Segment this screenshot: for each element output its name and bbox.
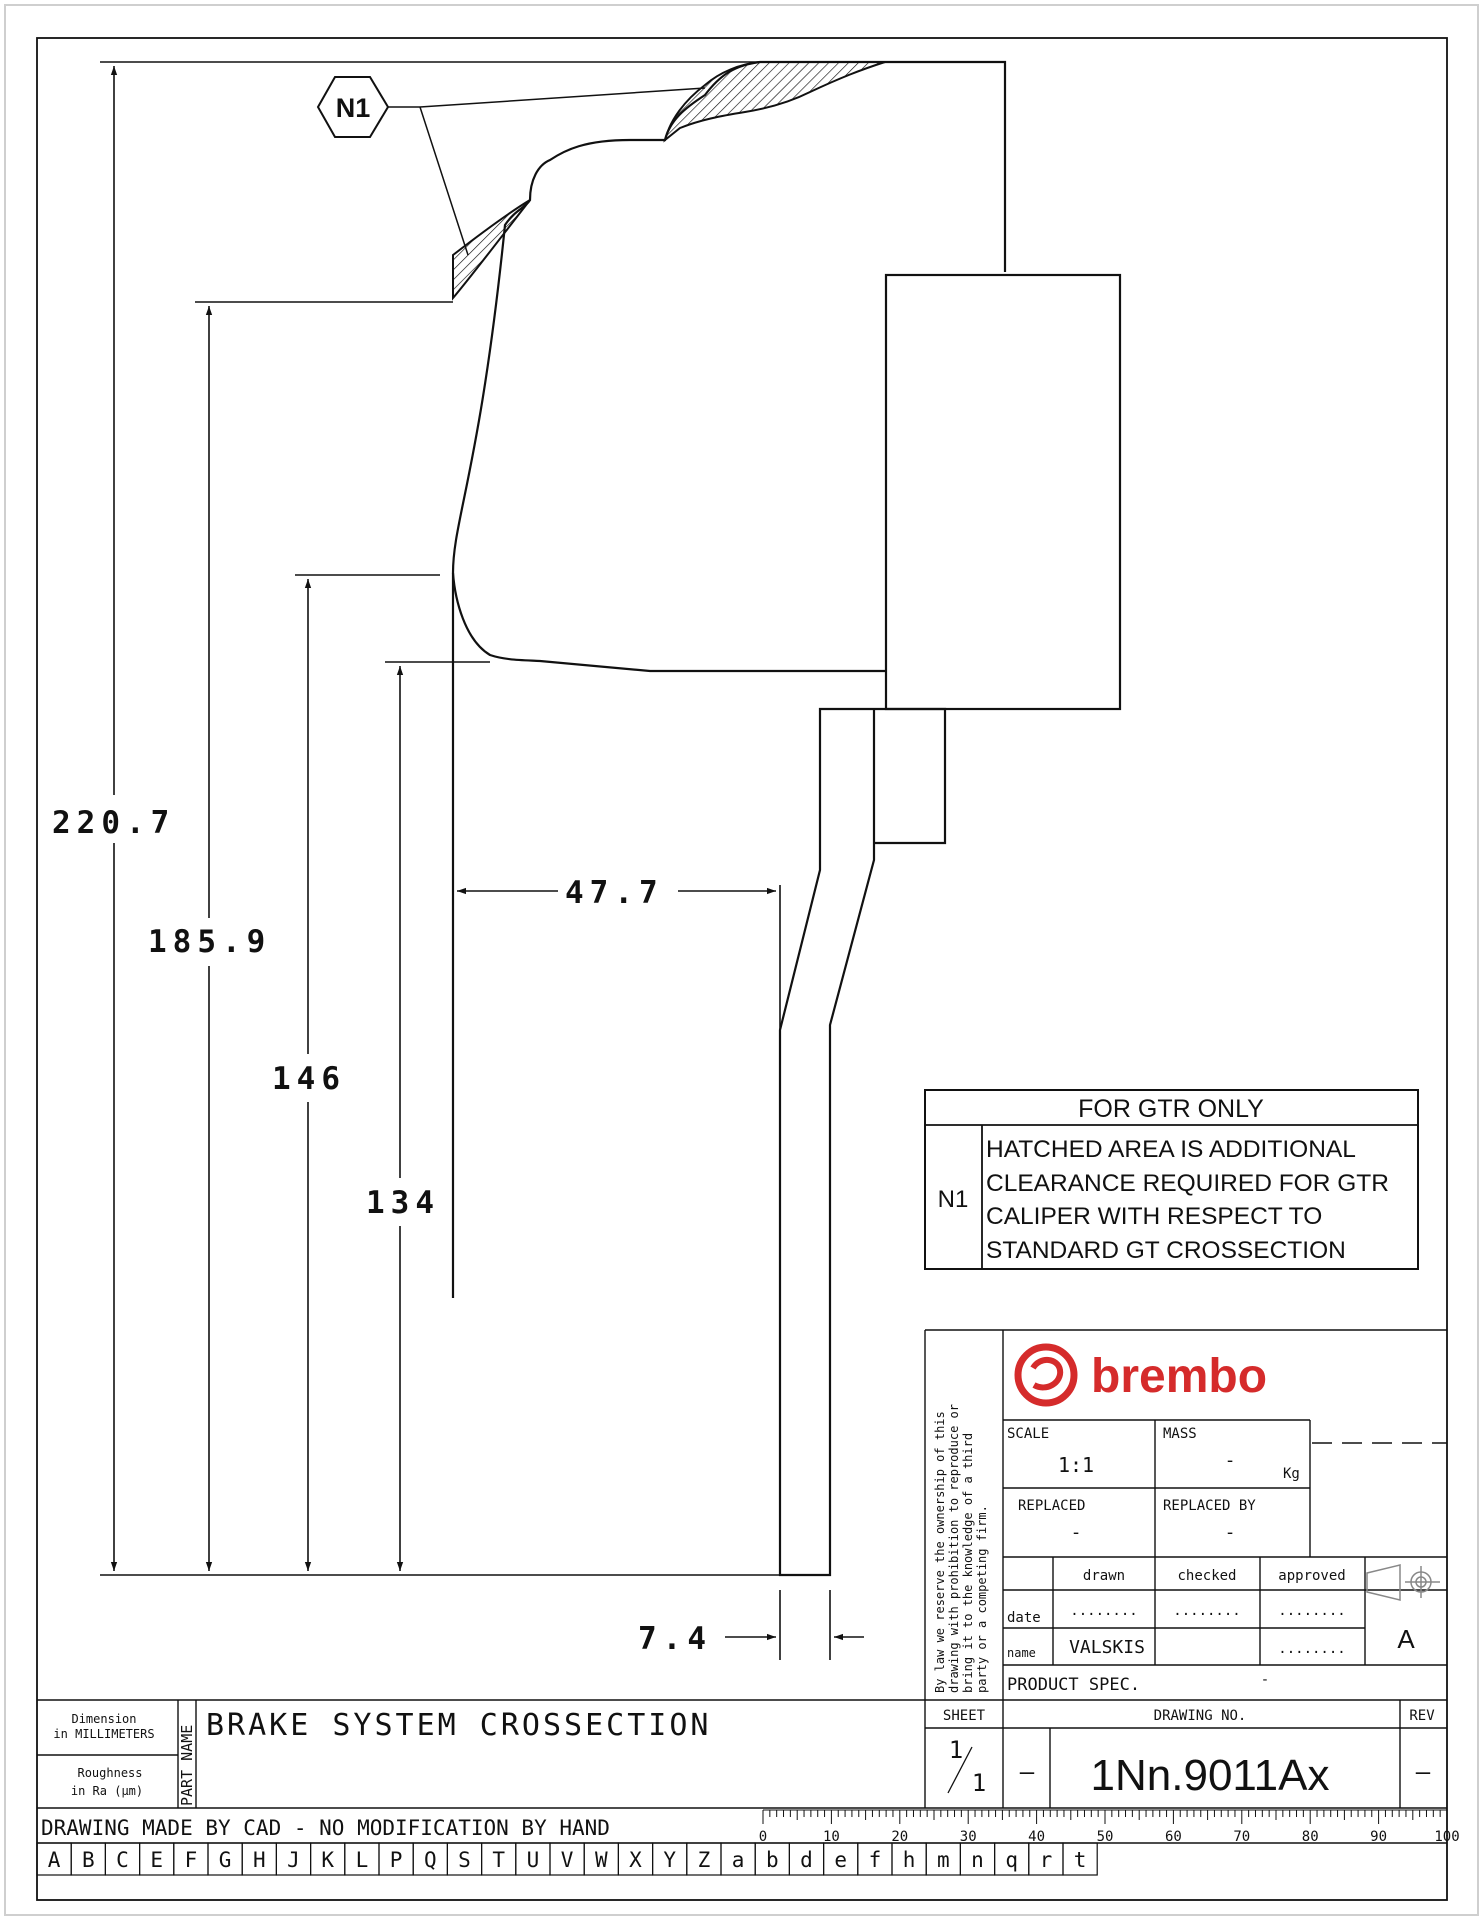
brand-name: brembo [1091, 1350, 1268, 1403]
mass-label: MASS [1163, 1426, 1197, 1442]
grid-letter: A [47, 1848, 61, 1872]
grid-letter: C [116, 1848, 129, 1872]
name-label: name [1007, 1646, 1036, 1660]
ruler-label: 100 [1434, 1829, 1460, 1845]
scale-value: 1:1 [1057, 1453, 1095, 1477]
cross-section-profile [453, 62, 1120, 1575]
drawing-no-label: DRAWING NO. [1153, 1708, 1247, 1724]
rev-value: — [1415, 1758, 1431, 1786]
sheet-label: SHEET [942, 1708, 986, 1724]
ruler-label: 70 [1233, 1829, 1251, 1845]
ruler-label: 10 [822, 1829, 840, 1845]
drawing-frame [37, 38, 1447, 1900]
dimension-texts [50, 795, 712, 1657]
date-approved-dots: ........ [1278, 1603, 1346, 1619]
ruler-label: 30 [959, 1829, 977, 1845]
note-line-2: CLEARANCE REQUIRED FOR GTR [986, 1170, 1389, 1197]
date-label: date [1007, 1610, 1041, 1626]
revision-letter: A [1397, 1624, 1415, 1654]
date-checked-dots: ........ [1173, 1603, 1241, 1619]
drawn-label: drawn [1082, 1568, 1126, 1584]
grid-letter: a [731, 1848, 745, 1872]
grid-letter: f [868, 1848, 882, 1872]
dimension-134: 134 [366, 1185, 440, 1221]
approved-label: approved [1278, 1568, 1346, 1584]
grid-letters [37, 1843, 1097, 1875]
grid-letter: J [287, 1848, 300, 1872]
hatched-clearance-top [665, 62, 885, 140]
ruler-label: 40 [1028, 1829, 1046, 1845]
grid-letter: e [834, 1848, 848, 1872]
drawing-number: 1Nn.9011Ax [1090, 1751, 1330, 1800]
dimension-185-9: 185.9 [148, 924, 272, 960]
legal-line-4: party or a competing firm. [975, 1505, 989, 1693]
dimension-47-7: 47.7 [565, 875, 664, 911]
product-spec-label: PRODUCT SPEC. [1007, 1675, 1141, 1695]
brembo-logo [1018, 1347, 1267, 1403]
sheet-total: 1 [971, 1769, 987, 1797]
note-table [925, 1090, 1418, 1269]
replaced-label: REPLACED [1018, 1498, 1086, 1514]
hat-step-upper [874, 709, 945, 843]
dimension-label-1: Dimension [71, 1712, 137, 1726]
dimension-label-2: in MILLIMETERS [53, 1727, 155, 1741]
note-table-key: N1 [937, 1186, 969, 1213]
note-line-4: STANDARD GT CROSSECTION [986, 1237, 1346, 1264]
grid-letter: m [936, 1848, 950, 1872]
drawing-no-dash: — [1019, 1758, 1035, 1786]
grid-letter: Z [697, 1848, 711, 1872]
ruler-label: 80 [1301, 1829, 1319, 1845]
cad-note: DRAWING MADE BY CAD - NO MODIFICATION BY HAND [41, 1816, 610, 1840]
ruler-label: 0 [758, 1829, 768, 1845]
grid-letter: U [526, 1848, 540, 1872]
dimension-7-4: 7.4 [638, 1621, 712, 1657]
inner-wall-curve [453, 573, 886, 671]
replaced-by-value: - [1224, 1522, 1236, 1543]
rev-label: REV [1409, 1708, 1435, 1724]
grid-letter: Y [663, 1848, 677, 1872]
scale-ruler [759, 1810, 1460, 1845]
grid-letter: n [971, 1848, 984, 1872]
note-tag-label: N1 [335, 93, 371, 123]
dimension-220-7: 220.7 [52, 805, 176, 841]
ruler-label: 50 [1096, 1829, 1114, 1845]
legal-line-1: By law we reserve the ownership of this [933, 1411, 947, 1693]
grid-letter: G [218, 1848, 232, 1872]
grid-letter: r [1039, 1848, 1053, 1872]
note-table-header: FOR GTR ONLY [1078, 1095, 1264, 1123]
grid-letter: X [629, 1848, 642, 1872]
grid-letter: t [1073, 1848, 1087, 1872]
grid-letter: Q [423, 1848, 437, 1872]
replaced-value: - [1070, 1522, 1082, 1543]
grid-letter: K [321, 1848, 335, 1872]
date-drawn-dots: ........ [1070, 1603, 1138, 1619]
grid-letter: E [150, 1848, 164, 1872]
grid-letter: W [594, 1848, 608, 1872]
dimension-146: 146 [272, 1061, 346, 1097]
approved-name-dots: ........ [1278, 1641, 1346, 1657]
roughness-label-1: Roughness [77, 1766, 143, 1780]
grid-letter: b [765, 1848, 779, 1872]
legal-line-3: bring it to the knowledge of a third [961, 1432, 975, 1693]
part-name: BRAKE SYSTEM CROSSECTION [206, 1708, 712, 1743]
checked-label: checked [1177, 1568, 1237, 1584]
grid-letter: H [252, 1848, 266, 1872]
grid-letter: T [492, 1848, 506, 1872]
grid-letter: V [560, 1848, 574, 1872]
legal-notice [933, 1404, 989, 1693]
grid-letter: P [389, 1848, 403, 1872]
grid-letter: d [800, 1848, 813, 1872]
grid-letter: h [902, 1848, 916, 1872]
grid-letter: F [184, 1848, 198, 1872]
mass-unit: Kg [1283, 1466, 1300, 1482]
legal-line-2: drawing with prohibition to reproduce or [947, 1404, 961, 1693]
caliper-envelope-outline [453, 62, 1005, 1298]
note-line-1: HATCHED AREA IS ADDITIONAL [986, 1136, 1356, 1163]
replaced-by-label: REPLACED BY [1163, 1498, 1256, 1514]
hat-profile-outer [780, 709, 886, 1575]
ruler-label: 60 [1164, 1829, 1182, 1845]
projection-symbol-icon [1367, 1565, 1440, 1600]
note-tag-n1 [318, 77, 705, 255]
dimension-lines [100, 62, 1005, 1660]
ruler-label: 20 [891, 1829, 909, 1845]
grid-letter: B [81, 1848, 95, 1872]
ruler-label: 90 [1370, 1829, 1388, 1845]
note-line-3: CALIPER WITH RESPECT TO [986, 1203, 1323, 1230]
part-name-label: PART NAME [178, 1724, 196, 1806]
scale-label: SCALE [1007, 1426, 1050, 1442]
hatched-clearance-left [453, 200, 530, 298]
grid-letter: q [1005, 1848, 1019, 1872]
drawn-by-name: VALSKIS [1069, 1637, 1145, 1658]
sheet-number: 1 [948, 1736, 964, 1764]
caliper-block [886, 275, 1120, 709]
product-spec-value: - [1260, 1672, 1270, 1688]
roughness-label-2: in Ra (µm) [70, 1784, 144, 1798]
grid-letter: S [458, 1848, 471, 1872]
mass-value: - [1224, 1450, 1236, 1471]
grid-letter: L [355, 1848, 369, 1872]
